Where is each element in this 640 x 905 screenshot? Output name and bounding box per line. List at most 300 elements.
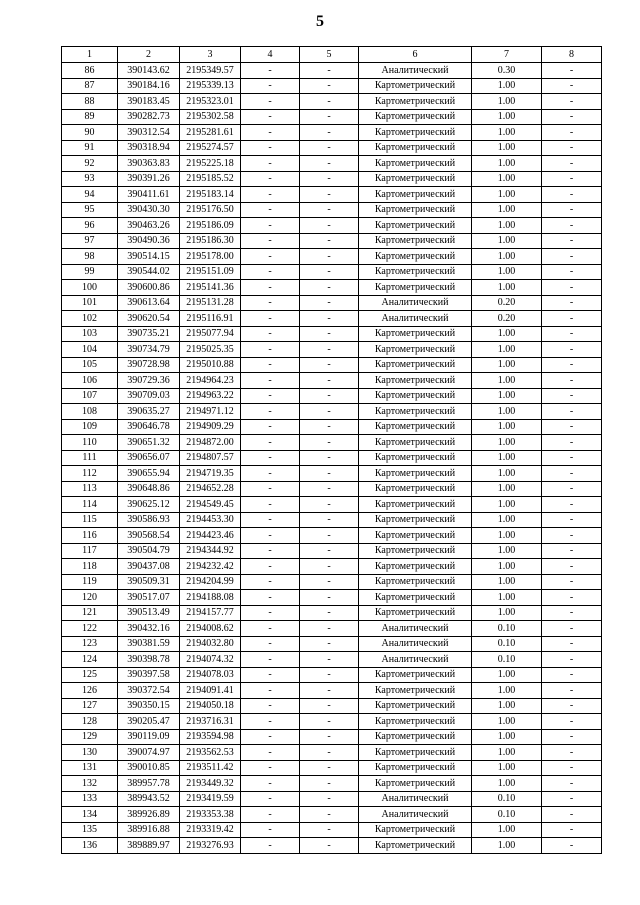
x-coordinate-cell: 390411.61 (118, 187, 180, 203)
y-coordinate-cell: 2195274.57 (180, 140, 241, 156)
col4-cell: - (241, 745, 300, 761)
col4-cell: - (241, 497, 300, 513)
table-row (62, 156, 602, 172)
x-coordinate-cell: 390648.86 (118, 481, 180, 497)
col8-cell: - (542, 714, 602, 730)
column-header: 7 (472, 47, 542, 63)
col8-cell: - (542, 497, 602, 513)
col4-cell: - (241, 683, 300, 699)
col5-cell: - (300, 559, 359, 575)
col4-cell: - (241, 807, 300, 823)
table-row (62, 233, 602, 249)
accuracy-cell: 1.00 (472, 233, 542, 249)
y-coordinate-cell: 2194008.62 (180, 621, 241, 637)
col4-cell: - (241, 264, 300, 280)
col4-cell: - (241, 435, 300, 451)
table-row (62, 202, 602, 218)
y-coordinate-cell: 2194872.00 (180, 435, 241, 451)
col4-cell: - (241, 714, 300, 730)
table-row (62, 264, 602, 280)
page-number: 5 (316, 13, 324, 30)
method-cell: Картометрический (359, 419, 472, 435)
method-cell: Картометрический (359, 264, 472, 280)
accuracy-cell: 1.00 (472, 357, 542, 373)
col8-cell: - (542, 125, 602, 141)
col4-cell: - (241, 776, 300, 792)
point-number-cell: 88 (62, 94, 118, 110)
column-header: 1 (62, 47, 118, 63)
table-row (62, 140, 602, 156)
accuracy-cell: 1.00 (472, 249, 542, 265)
method-cell: Картометрический (359, 342, 472, 358)
table-row (62, 590, 602, 606)
table-row (62, 683, 602, 699)
accuracy-cell: 1.00 (472, 667, 542, 683)
col4-cell: - (241, 94, 300, 110)
accuracy-cell: 1.00 (472, 109, 542, 125)
col8-cell: - (542, 388, 602, 404)
table-row (62, 63, 602, 79)
col8-cell: - (542, 791, 602, 807)
y-coordinate-cell: 2194963.22 (180, 388, 241, 404)
col8-cell: - (542, 466, 602, 482)
x-coordinate-cell: 390620.54 (118, 311, 180, 327)
col5-cell: - (300, 729, 359, 745)
col4-cell: - (241, 590, 300, 606)
col5-cell: - (300, 528, 359, 544)
table-row (62, 466, 602, 482)
col5-cell: - (300, 807, 359, 823)
y-coordinate-cell: 2195225.18 (180, 156, 241, 172)
method-cell: Картометрический (359, 435, 472, 451)
col8-cell: - (542, 543, 602, 559)
table-row (62, 280, 602, 296)
col5-cell: - (300, 791, 359, 807)
accuracy-cell: 1.00 (472, 466, 542, 482)
col5-cell: - (300, 156, 359, 172)
col5-cell: - (300, 63, 359, 79)
y-coordinate-cell: 2193594.98 (180, 729, 241, 745)
point-number-cell: 99 (62, 264, 118, 280)
y-coordinate-cell: 2195183.14 (180, 187, 241, 203)
point-number-cell: 113 (62, 481, 118, 497)
col5-cell: - (300, 652, 359, 668)
point-number-cell: 117 (62, 543, 118, 559)
x-coordinate-cell: 390655.94 (118, 466, 180, 482)
y-coordinate-cell: 2194652.28 (180, 481, 241, 497)
accuracy-cell: 1.00 (472, 698, 542, 714)
point-number-cell: 95 (62, 202, 118, 218)
x-coordinate-cell: 389926.89 (118, 807, 180, 823)
table-row (62, 698, 602, 714)
method-cell: Картометрический (359, 605, 472, 621)
y-coordinate-cell: 2195077.94 (180, 326, 241, 342)
accuracy-cell: 1.00 (472, 512, 542, 528)
method-cell: Картометрический (359, 218, 472, 234)
x-coordinate-cell: 390074.97 (118, 745, 180, 761)
table-row (62, 497, 602, 513)
x-coordinate-cell: 390709.03 (118, 388, 180, 404)
col5-cell: - (300, 388, 359, 404)
x-coordinate-cell: 390381.59 (118, 636, 180, 652)
col4-cell: - (241, 466, 300, 482)
table-row (62, 78, 602, 94)
method-cell: Картометрический (359, 760, 472, 776)
col8-cell: - (542, 357, 602, 373)
col4-cell: - (241, 373, 300, 389)
accuracy-cell: 1.00 (472, 187, 542, 203)
x-coordinate-cell: 390517.07 (118, 590, 180, 606)
accuracy-cell: 1.00 (472, 342, 542, 358)
col5-cell: - (300, 574, 359, 590)
y-coordinate-cell: 2195186.30 (180, 233, 241, 249)
point-number-cell: 132 (62, 776, 118, 792)
accuracy-cell: 1.00 (472, 435, 542, 451)
col4-cell: - (241, 574, 300, 590)
col4-cell: - (241, 559, 300, 575)
col8-cell: - (542, 373, 602, 389)
y-coordinate-cell: 2195339.13 (180, 78, 241, 94)
col4-cell: - (241, 652, 300, 668)
point-number-cell: 109 (62, 419, 118, 435)
y-coordinate-cell: 2195323.01 (180, 94, 241, 110)
col8-cell: - (542, 590, 602, 606)
col8-cell: - (542, 140, 602, 156)
accuracy-cell: 1.00 (472, 745, 542, 761)
y-coordinate-cell: 2194188.08 (180, 590, 241, 606)
col8-cell: - (542, 729, 602, 745)
y-coordinate-cell: 2195178.00 (180, 249, 241, 265)
col5-cell: - (300, 838, 359, 854)
accuracy-cell: 1.00 (472, 264, 542, 280)
accuracy-cell: 1.00 (472, 528, 542, 544)
col5-cell: - (300, 171, 359, 187)
y-coordinate-cell: 2195025.35 (180, 342, 241, 358)
point-number-cell: 110 (62, 435, 118, 451)
col8-cell: - (542, 295, 602, 311)
col5-cell: - (300, 125, 359, 141)
y-coordinate-cell: 2195186.09 (180, 218, 241, 234)
col5-cell: - (300, 295, 359, 311)
table-row (62, 729, 602, 745)
table-row (62, 667, 602, 683)
table-row (62, 807, 602, 823)
accuracy-cell: 1.00 (472, 94, 542, 110)
point-number-cell: 94 (62, 187, 118, 203)
col8-cell: - (542, 838, 602, 854)
method-cell: Аналитический (359, 652, 472, 668)
col4-cell: - (241, 605, 300, 621)
x-coordinate-cell: 390490.36 (118, 233, 180, 249)
col5-cell: - (300, 512, 359, 528)
col5-cell: - (300, 404, 359, 420)
y-coordinate-cell: 2195151.09 (180, 264, 241, 280)
method-cell: Картометрический (359, 388, 472, 404)
column-header: 5 (300, 47, 359, 63)
method-cell: Картометрический (359, 233, 472, 249)
col5-cell: - (300, 311, 359, 327)
point-number-cell: 101 (62, 295, 118, 311)
x-coordinate-cell: 390729.36 (118, 373, 180, 389)
accuracy-cell: 1.00 (472, 373, 542, 389)
point-number-cell: 89 (62, 109, 118, 125)
col4-cell: - (241, 326, 300, 342)
accuracy-cell: 1.00 (472, 776, 542, 792)
method-cell: Аналитический (359, 63, 472, 79)
point-number-cell: 126 (62, 683, 118, 699)
col4-cell: - (241, 698, 300, 714)
method-cell: Картометрический (359, 466, 472, 482)
x-coordinate-cell: 390437.08 (118, 559, 180, 575)
col8-cell: - (542, 326, 602, 342)
col4-cell: - (241, 249, 300, 265)
col4-cell: - (241, 295, 300, 311)
col8-cell: - (542, 435, 602, 451)
y-coordinate-cell: 2193511.42 (180, 760, 241, 776)
accuracy-cell: 1.00 (472, 543, 542, 559)
x-coordinate-cell: 390504.79 (118, 543, 180, 559)
x-coordinate-cell: 390734.79 (118, 342, 180, 358)
accuracy-cell: 1.00 (472, 559, 542, 575)
x-coordinate-cell: 390391.26 (118, 171, 180, 187)
y-coordinate-cell: 2194344.92 (180, 543, 241, 559)
col4-cell: - (241, 342, 300, 358)
y-coordinate-cell: 2194909.29 (180, 419, 241, 435)
col8-cell: - (542, 202, 602, 218)
y-coordinate-cell: 2194453.30 (180, 512, 241, 528)
accuracy-cell: 0.10 (472, 652, 542, 668)
col8-cell: - (542, 156, 602, 172)
point-number-cell: 124 (62, 652, 118, 668)
col5-cell: - (300, 605, 359, 621)
table-row (62, 342, 602, 358)
accuracy-cell: 1.00 (472, 481, 542, 497)
method-cell: Картометрический (359, 574, 472, 590)
method-cell: Картометрический (359, 109, 472, 125)
col8-cell: - (542, 171, 602, 187)
table-row (62, 745, 602, 761)
y-coordinate-cell: 2194232.42 (180, 559, 241, 575)
col8-cell: - (542, 311, 602, 327)
table-row (62, 776, 602, 792)
point-number-cell: 135 (62, 822, 118, 838)
column-header: 2 (118, 47, 180, 63)
point-number-cell: 136 (62, 838, 118, 854)
accuracy-cell: 1.00 (472, 419, 542, 435)
x-coordinate-cell: 390656.07 (118, 450, 180, 466)
table-row (62, 543, 602, 559)
point-number-cell: 120 (62, 590, 118, 606)
point-number-cell: 115 (62, 512, 118, 528)
table-row (62, 419, 602, 435)
col8-cell: - (542, 807, 602, 823)
point-number-cell: 104 (62, 342, 118, 358)
y-coordinate-cell: 2195185.52 (180, 171, 241, 187)
accuracy-cell: 1.00 (472, 760, 542, 776)
col4-cell: - (241, 218, 300, 234)
point-number-cell: 90 (62, 125, 118, 141)
col5-cell: - (300, 450, 359, 466)
table-row (62, 326, 602, 342)
point-number-cell: 98 (62, 249, 118, 265)
point-number-cell: 127 (62, 698, 118, 714)
method-cell: Картометрический (359, 187, 472, 203)
point-number-cell: 106 (62, 373, 118, 389)
point-number-cell: 107 (62, 388, 118, 404)
table-row (62, 295, 602, 311)
table-row (62, 435, 602, 451)
col8-cell: - (542, 528, 602, 544)
method-cell: Аналитический (359, 791, 472, 807)
point-number-cell: 87 (62, 78, 118, 94)
x-coordinate-cell: 390312.54 (118, 125, 180, 141)
method-cell: Картометрический (359, 249, 472, 265)
col4-cell: - (241, 528, 300, 544)
col5-cell: - (300, 667, 359, 683)
table-row (62, 621, 602, 637)
col8-cell: - (542, 94, 602, 110)
col8-cell: - (542, 78, 602, 94)
table-header-row (62, 47, 602, 63)
col4-cell: - (241, 450, 300, 466)
table-row (62, 822, 602, 838)
accuracy-cell: 0.10 (472, 807, 542, 823)
accuracy-cell: 1.00 (472, 497, 542, 513)
method-cell: Картометрический (359, 729, 472, 745)
col8-cell: - (542, 109, 602, 125)
table-row (62, 838, 602, 854)
col4-cell: - (241, 636, 300, 652)
method-cell: Картометрический (359, 404, 472, 420)
col5-cell: - (300, 233, 359, 249)
col8-cell: - (542, 419, 602, 435)
table-row (62, 652, 602, 668)
method-cell: Картометрический (359, 528, 472, 544)
point-number-cell: 125 (62, 667, 118, 683)
accuracy-cell: 1.00 (472, 404, 542, 420)
col5-cell: - (300, 760, 359, 776)
col8-cell: - (542, 342, 602, 358)
method-cell: Картометрический (359, 512, 472, 528)
method-cell: Картометрический (359, 543, 472, 559)
x-coordinate-cell: 390509.31 (118, 574, 180, 590)
col8-cell: - (542, 652, 602, 668)
col5-cell: - (300, 714, 359, 730)
method-cell: Картометрический (359, 373, 472, 389)
method-cell: Картометрический (359, 822, 472, 838)
accuracy-cell: 0.20 (472, 295, 542, 311)
method-cell: Картометрический (359, 667, 472, 683)
point-number-cell: 97 (62, 233, 118, 249)
method-cell: Аналитический (359, 295, 472, 311)
method-cell: Картометрический (359, 497, 472, 513)
table-row (62, 388, 602, 404)
method-cell: Картометрический (359, 776, 472, 792)
y-coordinate-cell: 2194074.32 (180, 652, 241, 668)
col8-cell: - (542, 404, 602, 420)
col8-cell: - (542, 249, 602, 265)
y-coordinate-cell: 2195349.57 (180, 63, 241, 79)
col5-cell: - (300, 357, 359, 373)
y-coordinate-cell: 2193449.32 (180, 776, 241, 792)
col5-cell: - (300, 543, 359, 559)
table-row (62, 636, 602, 652)
accuracy-cell: 1.00 (472, 450, 542, 466)
point-number-cell: 123 (62, 636, 118, 652)
table-row (62, 714, 602, 730)
method-cell: Картометрический (359, 78, 472, 94)
accuracy-cell: 0.10 (472, 791, 542, 807)
point-number-cell: 118 (62, 559, 118, 575)
col8-cell: - (542, 559, 602, 575)
y-coordinate-cell: 2195116.91 (180, 311, 241, 327)
y-coordinate-cell: 2194971.12 (180, 404, 241, 420)
point-number-cell: 92 (62, 156, 118, 172)
accuracy-cell: 0.20 (472, 311, 542, 327)
col8-cell: - (542, 760, 602, 776)
method-cell: Аналитический (359, 621, 472, 637)
x-coordinate-cell: 390463.26 (118, 218, 180, 234)
method-cell: Картометрический (359, 326, 472, 342)
point-number-cell: 102 (62, 311, 118, 327)
x-coordinate-cell: 390544.02 (118, 264, 180, 280)
accuracy-cell: 1.00 (472, 140, 542, 156)
column-header: 3 (180, 47, 241, 63)
method-cell: Картометрический (359, 280, 472, 296)
accuracy-cell: 1.00 (472, 125, 542, 141)
point-number-cell: 100 (62, 280, 118, 296)
method-cell: Картометрический (359, 140, 472, 156)
col8-cell: - (542, 512, 602, 528)
point-number-cell: 111 (62, 450, 118, 466)
y-coordinate-cell: 2195281.61 (180, 125, 241, 141)
method-cell: Картометрический (359, 202, 472, 218)
accuracy-cell: 1.00 (472, 326, 542, 342)
point-number-cell: 108 (62, 404, 118, 420)
accuracy-cell: 0.10 (472, 636, 542, 652)
accuracy-cell: 1.00 (472, 171, 542, 187)
accuracy-cell: 1.00 (472, 388, 542, 404)
y-coordinate-cell: 2194423.46 (180, 528, 241, 544)
x-coordinate-cell: 390613.64 (118, 295, 180, 311)
table-row (62, 450, 602, 466)
table-row (62, 171, 602, 187)
x-coordinate-cell: 390205.47 (118, 714, 180, 730)
col8-cell: - (542, 621, 602, 637)
col4-cell: - (241, 233, 300, 249)
accuracy-cell: 1.00 (472, 838, 542, 854)
col5-cell: - (300, 636, 359, 652)
x-coordinate-cell: 390735.21 (118, 326, 180, 342)
method-cell: Картометрический (359, 559, 472, 575)
y-coordinate-cell: 2195010.88 (180, 357, 241, 373)
point-number-cell: 121 (62, 605, 118, 621)
method-cell: Картометрический (359, 481, 472, 497)
col4-cell: - (241, 109, 300, 125)
table-body (62, 63, 602, 854)
accuracy-cell: 1.00 (472, 729, 542, 745)
accuracy-cell: 1.00 (472, 574, 542, 590)
col5-cell: - (300, 435, 359, 451)
col4-cell: - (241, 729, 300, 745)
method-cell: Картометрический (359, 698, 472, 714)
x-coordinate-cell: 389943.52 (118, 791, 180, 807)
point-number-cell: 96 (62, 218, 118, 234)
col5-cell: - (300, 218, 359, 234)
accuracy-cell: 1.00 (472, 683, 542, 699)
method-cell: Аналитический (359, 807, 472, 823)
accuracy-cell: 1.00 (472, 822, 542, 838)
